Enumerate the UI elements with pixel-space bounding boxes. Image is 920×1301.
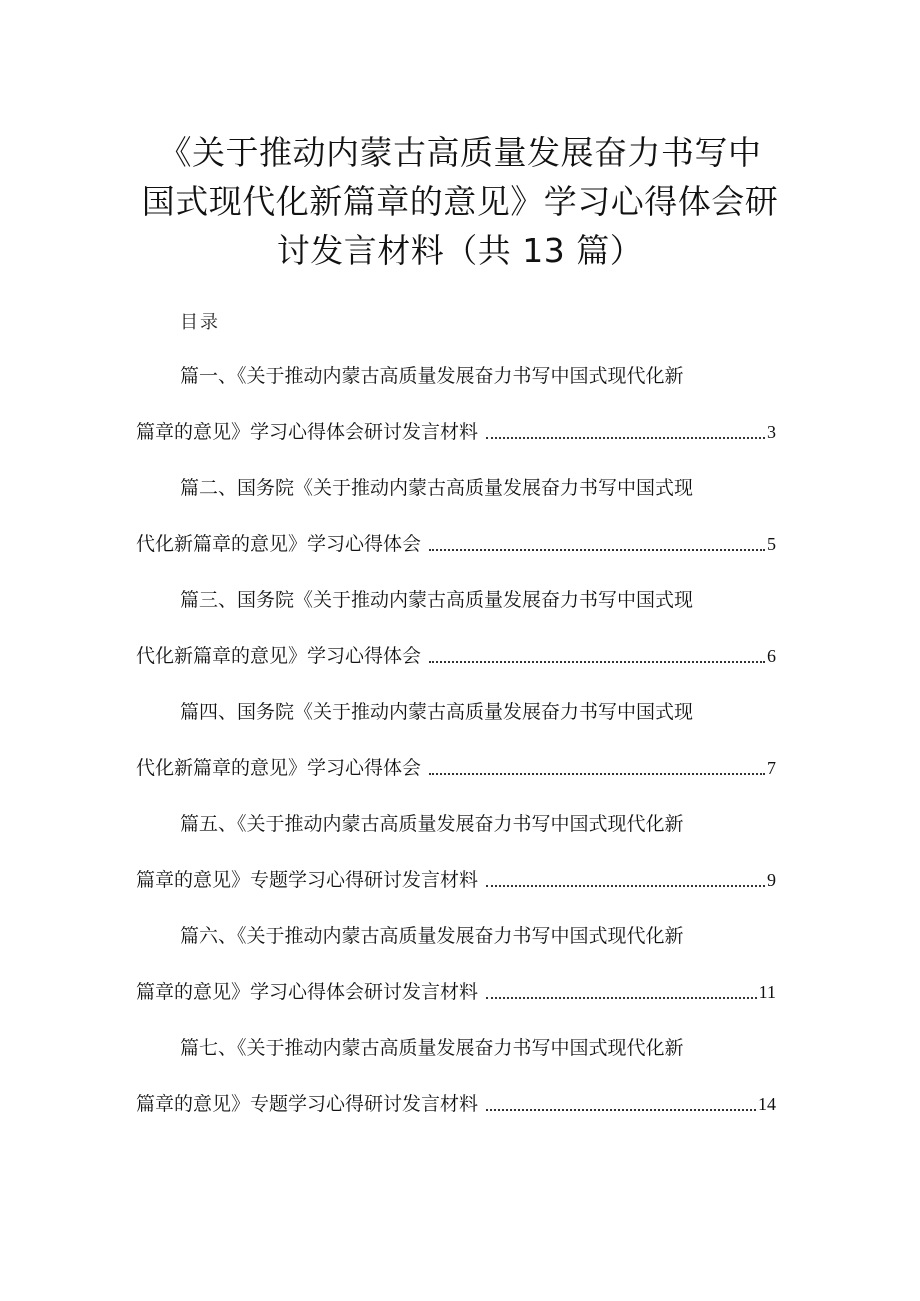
toc-entry-title: 篇一、《关于推动内蒙古高质量发展奋力书写中国式现代化新 (180, 365, 684, 387)
dot-leader (486, 997, 757, 999)
toc-entry-3[interactable] (136, 578, 776, 690)
toc-entry-title: 篇四、国务院《关于推动内蒙古高质量发展奋力书写中国式现 (180, 701, 694, 723)
table-of-contents (136, 354, 776, 1138)
dot-leader (429, 549, 765, 551)
dot-leader (486, 1109, 756, 1111)
toc-page-number: 11 (758, 982, 776, 1002)
toc-entry-title-cont: 代化新篇章的意见》学习心得体会 (136, 757, 422, 779)
dot-leader (486, 885, 765, 887)
dot-leader (429, 773, 765, 775)
toc-entry-1[interactable] (136, 354, 776, 466)
toc-entry-continuation (136, 866, 776, 894)
title-line-3: 讨发言材料（共 13 篇） (276, 231, 644, 270)
toc-entry-title-cont: 篇章的意见》专题学习心得研讨发言材料 (136, 1093, 479, 1115)
toc-entry-6[interactable] (136, 914, 776, 1026)
toc-entry-title-cont: 篇章的意见》学习心得体会研讨发言材料 (136, 981, 479, 1003)
toc-entry-title: 篇五、《关于推动内蒙古高质量发展奋力书写中国式现代化新 (180, 813, 684, 835)
toc-entry-title-cont: 篇章的意见》专题学习心得研讨发言材料 (136, 869, 479, 891)
toc-entry-title: 篇七、《关于推动内蒙古高质量发展奋力书写中国式现代化新 (180, 1037, 684, 1059)
toc-entry-4[interactable] (136, 690, 776, 802)
toc-entry-7[interactable] (136, 1026, 776, 1138)
toc-page-number: 5 (767, 534, 776, 554)
document-title (130, 128, 790, 275)
toc-entry-continuation (136, 978, 776, 1006)
toc-page-number: 14 (758, 1094, 776, 1114)
toc-entry-title-cont: 代化新篇章的意见》学习心得体会 (136, 645, 422, 667)
toc-entry-title: 篇二、国务院《关于推动内蒙古高质量发展奋力书写中国式现 (180, 477, 694, 499)
toc-entry-title-cont: 代化新篇章的意见》学习心得体会 (136, 533, 422, 555)
title-line-1: 《关于推动内蒙古高质量发展奋力书写中 (158, 133, 762, 172)
toc-heading: 目录 (180, 312, 220, 333)
toc-entry-title: 篇三、国务院《关于推动内蒙古高质量发展奋力书写中国式现 (180, 589, 694, 611)
dot-leader (486, 437, 765, 439)
toc-entry-continuation (136, 418, 776, 446)
toc-entry-2[interactable] (136, 466, 776, 578)
toc-page-number: 9 (767, 870, 776, 890)
toc-entry-continuation (136, 754, 776, 782)
toc-entry-continuation (136, 1090, 776, 1118)
dot-leader (429, 661, 765, 663)
toc-entry-5[interactable] (136, 802, 776, 914)
toc-entry-title-cont: 篇章的意见》学习心得体会研讨发言材料 (136, 421, 479, 443)
title-line-2: 国式现代化新篇章的意见》学习心得体会研 (141, 182, 779, 221)
toc-entry-continuation (136, 530, 776, 558)
toc-entry-continuation (136, 642, 776, 670)
toc-entry-title: 篇六、《关于推动内蒙古高质量发展奋力书写中国式现代化新 (180, 925, 684, 947)
toc-page-number: 3 (767, 422, 776, 442)
toc-page-number: 7 (767, 758, 776, 778)
toc-page-number: 6 (767, 646, 776, 666)
